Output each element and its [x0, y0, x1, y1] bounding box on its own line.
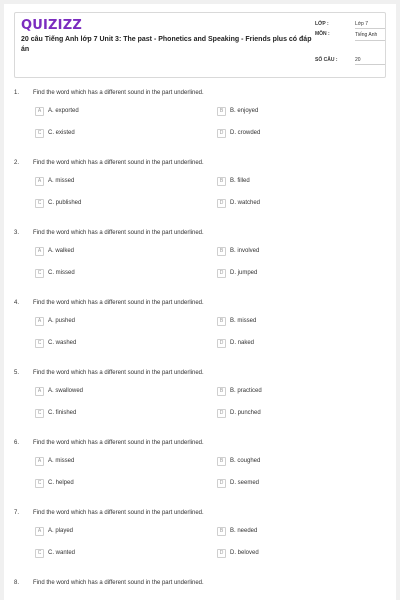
question-number: 6. — [14, 440, 20, 446]
question-text: Find the word which has a different sound in the part underlined. — [33, 90, 204, 96]
option-text: C. existed — [48, 130, 75, 136]
question-number: 4. — [14, 300, 20, 306]
option-text: A. pushed — [48, 318, 76, 324]
option-text: B. coughed — [230, 458, 261, 464]
option-letter-box: C — [35, 409, 44, 418]
page-title: 20 câu Tiếng Anh lớp 7 Unit 3: The past - Phonetics and Speaking - Friends plus có đáp án — [21, 36, 312, 53]
option-text: D. beloved — [230, 550, 259, 556]
option-text: B. needed — [230, 528, 258, 534]
option-letter-box: B — [217, 177, 226, 186]
question-text: Find the word which has a different sound in the part underlined. — [33, 370, 204, 376]
option-letter-box: A — [35, 387, 44, 396]
option-text: D. watched — [230, 200, 261, 206]
question-text: Find the word which has a different sound in the part underlined. — [33, 440, 204, 446]
option-letter-box: C — [35, 549, 44, 558]
meta-value: Tiếng Anh — [355, 31, 385, 41]
meta-value: Lớp 7 — [355, 21, 385, 29]
meta-value: 20 — [355, 57, 385, 65]
option-text: C. washed — [48, 340, 77, 346]
option-letter-box: C — [35, 269, 44, 278]
option-letter-box: B — [217, 107, 226, 116]
question-item — [4, 440, 396, 510]
question-number: 7. — [14, 510, 20, 516]
question-item — [4, 580, 396, 600]
question-number: 2. — [14, 160, 20, 166]
option-text: A. walked — [48, 248, 75, 254]
option-letter-box: A — [35, 247, 44, 256]
option-text: B. missed — [230, 318, 257, 324]
option-letter-box: B — [217, 387, 226, 396]
option-letter-box: C — [35, 479, 44, 488]
option-letter-box: B — [217, 247, 226, 256]
quizizz-logo: QUIZIZZ — [21, 18, 82, 33]
option-text: B. filled — [230, 178, 250, 184]
option-letter-box: C — [35, 199, 44, 208]
meta-label: LỚP : — [315, 21, 329, 27]
question-item — [4, 300, 396, 370]
question-item — [4, 90, 396, 160]
option-letter-box: B — [217, 457, 226, 466]
question-number: 5. — [14, 370, 20, 376]
question-item — [4, 370, 396, 440]
option-text: D. seemed — [230, 480, 260, 486]
question-number: 1. — [14, 90, 20, 96]
question-item — [4, 230, 396, 300]
option-letter-box: D — [217, 409, 226, 418]
question-text: Find the word which has a different sound in the part underlined. — [33, 510, 204, 516]
option-letter-box: A — [35, 457, 44, 466]
question-text: Find the word which has a different sound in the part underlined. — [33, 580, 204, 586]
option-letter-box: A — [35, 527, 44, 536]
option-text: A. exported — [48, 108, 79, 114]
option-text: A. played — [48, 528, 74, 534]
option-letter-box: D — [217, 549, 226, 558]
question-number: 8. — [14, 580, 20, 586]
option-letter-box: B — [217, 317, 226, 326]
meta-panel — [315, 19, 385, 65]
option-text: A. missed — [48, 178, 75, 184]
option-letter-box: D — [217, 269, 226, 278]
option-text: C. missed — [48, 270, 75, 276]
option-text: C. published — [48, 200, 82, 206]
option-letter-box: A — [35, 177, 44, 186]
option-letter-box: D — [217, 339, 226, 348]
meta-row-grade — [315, 19, 385, 29]
worksheet-header — [14, 12, 386, 78]
meta-label: MÔN : — [315, 31, 330, 37]
option-text: C. finished — [48, 410, 77, 416]
option-text: B. enjoyed — [230, 108, 259, 114]
question-item — [4, 510, 396, 580]
worksheet-page — [4, 4, 396, 600]
option-letter-box: D — [217, 199, 226, 208]
question-item — [4, 160, 396, 230]
option-text: B. involved — [230, 248, 260, 254]
option-letter-box: D — [217, 479, 226, 488]
option-text: A. missed — [48, 458, 75, 464]
option-text: A. swallowed — [48, 388, 84, 394]
question-text: Find the word which has a different sound in the part underlined. — [33, 160, 204, 166]
option-letter-box: C — [35, 339, 44, 348]
option-letter-box: A — [35, 107, 44, 116]
option-letter-box: A — [35, 317, 44, 326]
option-text: B. practiced — [230, 388, 262, 394]
option-text: D. naked — [230, 340, 255, 346]
option-text: D. jumped — [230, 270, 258, 276]
option-letter-box: C — [35, 129, 44, 138]
meta-label: SỐ CÂU : — [315, 57, 338, 63]
option-letter-box: D — [217, 129, 226, 138]
option-letter-box: B — [217, 527, 226, 536]
question-text: Find the word which has a different sound in the part underlined. — [33, 230, 204, 236]
option-text: D. punched — [230, 410, 261, 416]
question-text: Find the word which has a different sound in the part underlined. — [33, 300, 204, 306]
option-text: D. crowded — [230, 130, 261, 136]
question-number: 3. — [14, 230, 20, 236]
meta-row-count — [315, 55, 385, 65]
option-text: C. wanted — [48, 550, 76, 556]
option-text: C. helped — [48, 480, 74, 486]
meta-row-subject — [315, 29, 385, 55]
